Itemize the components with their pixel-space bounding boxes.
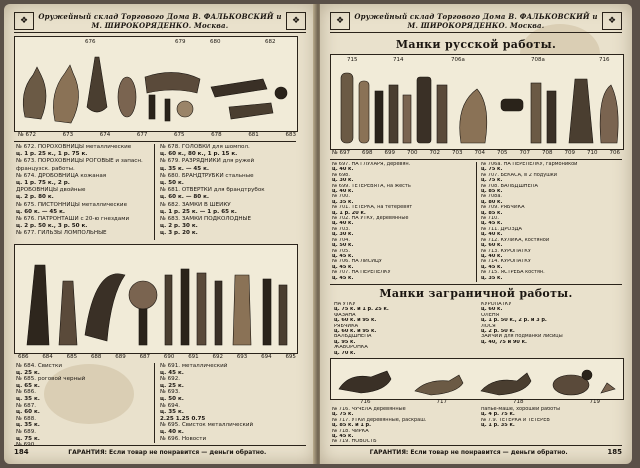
item-number-row xyxy=(332,150,620,156)
price-line: ц. 45 к. xyxy=(332,264,354,270)
guarantee-note: ГАРАНТИЯ: Если товар не понравится — деньги обратно. xyxy=(369,448,568,456)
price-line: ц. 2 р. 50 к., 3 р. 50 к. xyxy=(16,223,88,230)
catalog-line: № 712. КУЛИКА, костяной xyxy=(481,237,550,243)
catalog-line: № 695. Свисток металлический xyxy=(160,422,254,429)
item-number: 708 xyxy=(541,150,553,156)
left-header xyxy=(14,10,306,33)
item-number: 710 xyxy=(586,150,598,156)
catalog-line: ЗАЙЧИЙ для подманки лисицы xyxy=(481,334,563,340)
price-line: ц. 85 к. xyxy=(481,210,503,216)
catalog-line: № 681. ОТВЕРТКИ для брандтрубок xyxy=(160,187,265,194)
price-line: ц. 45 к. xyxy=(481,264,503,270)
foreign-column-right xyxy=(481,302,622,345)
price-line: ц. 40, 75 и 90 к. xyxy=(481,339,527,345)
price-line: ц. 25 к. xyxy=(16,369,40,376)
item-number: 693 xyxy=(236,354,248,360)
catalog-line: № 707. БЕКАСА, в 2 подушки xyxy=(481,172,558,178)
illus-label: 716 xyxy=(599,57,610,63)
catalog-line: ЛОСЯ xyxy=(481,323,496,329)
bird-calls-drawing xyxy=(331,55,623,149)
item-number: 674 xyxy=(99,132,111,138)
price-line: ц. 1 р. 35 к. xyxy=(481,423,515,429)
catalog-line: № 674. ДРОБОВНИЦА кожаная xyxy=(16,172,107,179)
page-number: 184 xyxy=(14,448,29,456)
catalog-line: № 679. РАЗРЯДНИКИ для ружей xyxy=(160,158,255,165)
whistles-drawing xyxy=(15,245,297,353)
catalog-line: № 694. xyxy=(160,402,181,409)
catalog-line: № 677. ГИЛЬЗЫ ЛОМПОЛЬНЫЕ xyxy=(16,230,107,237)
catalog-line: ФАЗАНА xyxy=(334,312,356,318)
section-title-russian: Манки русской работы. xyxy=(395,38,557,51)
item-number: 694 xyxy=(261,354,272,360)
foreign-column-left xyxy=(334,302,474,356)
catalog-line: № 713. КУРОПАТКУ xyxy=(481,248,531,254)
price-line: ц. 75 к. xyxy=(481,178,503,184)
catalog-line: № 673. ПОРОХОВНИЦЫ РОГОВЫЕ и запасн. xyxy=(16,158,143,165)
price-line: ц. 3 р. 20 к. xyxy=(160,230,198,237)
catalog-line: № 714. КУРОПАТКУ xyxy=(481,259,531,265)
catalog-line: № 683. ЗАМКИ ПОДКОЛОДНЫЕ xyxy=(160,216,252,223)
price-line: ц. 1 р. 25 к. — 1 р. 65 к. xyxy=(160,208,237,215)
column-divider xyxy=(476,162,477,282)
catalog-line: № 686. xyxy=(16,389,37,396)
price-line: ц. 40 к. xyxy=(160,428,184,435)
column-divider xyxy=(154,363,155,443)
item-number: 678 xyxy=(211,132,222,138)
guarantee-note: ГАРАНТИЯ: Если товар не понравится — деньги обратно. xyxy=(68,448,267,456)
illus-label: 679 xyxy=(175,39,186,45)
price-line: ц. 35 к. xyxy=(332,199,354,205)
price-line: ц. 1 р. 20 к. xyxy=(332,210,366,216)
catalog-line: № 710. xyxy=(481,216,499,222)
russian-decoys-illustration xyxy=(330,54,624,150)
price-line: ц. 40 к. xyxy=(332,189,354,195)
catalog-line: № 7.9. ТЕТЕРКА и ТЕТЕРЕВ xyxy=(481,417,550,423)
price-line: ц. 75 к. xyxy=(481,167,503,173)
illus-label: 708a xyxy=(531,57,545,63)
item-number: 689 xyxy=(115,354,126,360)
catalog-line: ДРОБОВНИЦЫ двойные xyxy=(16,187,86,194)
catalog-line: № 687. xyxy=(16,402,37,409)
price-line: ц. 80 к. xyxy=(481,199,503,205)
price-line: ц. 60 к. и 95 к. xyxy=(334,318,377,324)
price-line: ц. 35 к. xyxy=(16,395,40,402)
left-bottom-column-2 xyxy=(160,363,296,442)
section-title-foreign: Манки заграничной работы. xyxy=(379,287,573,300)
price-line: ц. 2 р. 50 к. xyxy=(481,329,515,335)
price-line: ц. 65 к. xyxy=(16,382,40,389)
column-divider xyxy=(154,144,155,240)
decoys-illustration xyxy=(330,358,624,400)
item-number: 709 xyxy=(564,150,575,156)
price-line: ц. 35 к. xyxy=(16,422,40,429)
catalog-line: № 685. роговой черный xyxy=(16,376,86,383)
illus-label: 680 xyxy=(210,39,221,45)
illus-label: 682 xyxy=(265,39,276,45)
catalog-line: № 708а. xyxy=(481,194,502,200)
item-number: 684 xyxy=(42,354,53,360)
left-page xyxy=(4,4,316,464)
catalog-line: № 706а. НА ПЕРЕПЕЛКУ, гармоникой xyxy=(481,162,578,167)
price-line: ц. 60 к. xyxy=(16,409,40,416)
catalog-line: № 682. ЗАМКИ В ШЕЙКУ xyxy=(160,201,231,208)
item-number: 690 xyxy=(163,354,175,360)
price-line: ц. 60 к. xyxy=(481,307,503,313)
whistle-number-row xyxy=(18,354,296,360)
catalog-line: № 705. xyxy=(332,248,350,254)
item-number: 706 xyxy=(609,150,620,156)
price-line: ц. 60 к. xyxy=(481,243,503,249)
price-line: ц. 1 р. 75 к., 2 р. xyxy=(16,180,70,187)
catalog-line: ОЛЕНЯ xyxy=(481,312,500,318)
item-number: 705 xyxy=(496,150,508,156)
item-number: 707 xyxy=(519,150,530,156)
catalog-line: № 697. НА ГЛУХАРЯ, деревян. xyxy=(332,162,411,167)
item-number: 700 xyxy=(406,150,418,156)
price-line: ц. 60 к. — 45 к. xyxy=(16,208,66,215)
price-line: ц. 45 к. xyxy=(481,221,503,227)
item-number: 686 xyxy=(18,354,29,360)
price-line: ц. 70 к. xyxy=(334,350,356,356)
item-number: 704 xyxy=(474,150,485,156)
price-line: ц. 75 к. xyxy=(332,412,354,418)
catalog-line: № 699. ТЕТЕРЕВЯТА, на жесть xyxy=(332,183,411,189)
catalog-line: № 702. НА УТКУ, деревянные xyxy=(332,216,409,222)
price-line: ц. 45 к. xyxy=(332,275,354,281)
catalog-line: № 719. НОВОСТЬ xyxy=(332,439,377,445)
item-number: 685 xyxy=(66,354,78,360)
item-number: 718 xyxy=(513,399,524,405)
catalog-line: № 701. ТЕТЕРКА, на тетеревят xyxy=(332,205,413,211)
item-number: 699 xyxy=(384,150,395,156)
price-line: ц. 60 к. и 95 к. xyxy=(334,329,377,335)
item-number: 677 xyxy=(136,132,148,138)
price-line: ц. 40 к. xyxy=(332,221,354,227)
item-number: 692 xyxy=(212,354,223,360)
price-line: ц. 85 к. xyxy=(481,189,503,195)
crest-icon: ❖ xyxy=(602,12,622,30)
catalog-line: № 696. Новости xyxy=(160,435,207,442)
price-line: ц. 35 к. — 45 к. xyxy=(160,165,210,172)
price-line: ц. 45 к. xyxy=(160,369,184,376)
illus-label: 715 xyxy=(347,57,358,63)
item-number: 681 xyxy=(248,132,259,138)
left-footer xyxy=(14,445,306,458)
catalog-line: № 716. ЧУЧЕЛА деревянные xyxy=(332,407,406,412)
price-line: ц. 2 р. 30 к. xyxy=(160,223,198,230)
price-line: ц. 50 к. xyxy=(160,180,184,187)
catalog-line: № 684. Свистки xyxy=(16,363,63,369)
price-line: ц. 25 к. xyxy=(160,382,184,389)
item-number-row xyxy=(18,132,296,138)
item-number: 717 xyxy=(436,399,447,405)
catalog-line: № 675. ПИСТОННИЦЫ металлические xyxy=(16,201,128,208)
price-line: ц. 60 к., 80 к., 1 р. 15 к. xyxy=(160,151,238,158)
price-line: ц. 40 к. xyxy=(481,253,503,259)
catalog-line: ВАЛЬДШНЕПА xyxy=(334,334,372,340)
price-line: ц. 45 к. xyxy=(332,434,354,440)
price-line: ц. 35 к. xyxy=(160,409,184,416)
illus-label: 706a xyxy=(451,57,465,63)
price-line: ц. 1 р. 25 к., 1 р. 75 к. xyxy=(16,151,88,158)
illus-label: 714 xyxy=(393,57,404,63)
catalog-line: № 690. xyxy=(16,442,37,449)
left-header-text: Оружейный склад Торгового Дома В. ФАЛЬКОВСКИЙ и М. ШИРОКОРЯДЕНКО. Москва. xyxy=(38,12,282,30)
catalog-line: НА УТКУ xyxy=(334,302,356,307)
price-line: ц. 45 к. xyxy=(332,253,354,259)
item-number: 698 xyxy=(361,150,373,156)
price-line: ц. 95 к. xyxy=(334,339,356,345)
catalog-line: французск. работы. xyxy=(16,165,75,172)
price-line: ц. 75 к. и 1 р. 25 к. xyxy=(334,307,389,313)
price-line: 2.25 1.25 0.75 xyxy=(160,415,206,422)
catalog-line: № 680. БРАНДТРУБКИ стальные xyxy=(160,172,254,179)
left-bottom-column-1 xyxy=(16,363,150,449)
catalog-line: № 688. xyxy=(16,415,37,422)
catalog-line: № 678. ГОЛОВКИ для шомпол. xyxy=(160,144,250,150)
right-page xyxy=(320,4,632,464)
left-text-column-1 xyxy=(16,144,150,238)
price-line: ц. 30 к. xyxy=(332,232,354,238)
item-number: № 672 xyxy=(18,132,36,138)
item-number: № 697 xyxy=(332,150,350,156)
right-bottom-column-2 xyxy=(481,407,622,429)
powder-flasks-drawing xyxy=(15,37,297,131)
page-number: 185 xyxy=(607,448,622,456)
right-text-column-a xyxy=(332,162,472,281)
item-number: 675 xyxy=(174,132,185,138)
catalog-line: № 704. xyxy=(332,237,350,243)
divider xyxy=(14,141,296,142)
item-number: 691 xyxy=(188,354,199,360)
catalog-line: РЯБЧИКА xyxy=(334,323,359,329)
catalog-line: № 711. ДРОЗДА xyxy=(481,226,522,232)
crest-icon: ❖ xyxy=(14,12,34,30)
price-line: ц. 40 к. xyxy=(481,232,503,238)
catalog-line: № 715. ЯСТРЕБА костян. xyxy=(481,270,545,276)
catalog-line: № 692. xyxy=(160,376,181,383)
item-number: 716 xyxy=(360,399,371,405)
item-number: 683 xyxy=(285,132,296,138)
price-line: ц. 35 к. xyxy=(481,275,503,281)
item-number: 719 xyxy=(589,399,600,405)
right-header-text: Оружейный склад Торгового Дома В. ФАЛЬКОВСКИЙ и М. ШИРОКОРЯДЕНКО. Москва. xyxy=(354,12,598,30)
catalog-line: ЖАВОРОНКА xyxy=(334,345,368,351)
catalog-line: № 706. НА ЛИСИЦУ xyxy=(332,259,382,265)
illus-label: 676 xyxy=(85,39,96,45)
price-line: ц. 50 к. xyxy=(332,243,354,249)
right-footer xyxy=(330,445,622,458)
catalog-line: № 707. НА ПЕРЕПЕЛКУ xyxy=(332,270,391,276)
catalog-line: № 698. xyxy=(332,172,350,178)
left-text-column-2 xyxy=(160,144,296,238)
catalog-line: № 672. ПОРОХОВНИЦЫ металлические xyxy=(16,144,132,150)
right-bottom-column-1 xyxy=(332,407,472,445)
catalog-line: КУРОПАТКУ xyxy=(481,302,512,307)
catalog-line: папье-маше, хорошей работы xyxy=(481,407,561,412)
catalog-line: № 693. xyxy=(160,389,181,396)
right-header xyxy=(330,10,622,33)
catalog-line: № 689. xyxy=(16,428,37,435)
item-number: 703 xyxy=(451,150,463,156)
left-top-illustration xyxy=(14,36,298,132)
item-number: 695 xyxy=(285,354,296,360)
decoy-number-row xyxy=(360,399,600,405)
item-number: 673 xyxy=(62,132,74,138)
duck-decoys-drawing xyxy=(331,359,623,399)
crest-icon: ❖ xyxy=(330,12,350,30)
price-line: ц. 50 к. xyxy=(160,395,184,402)
item-number: 702 xyxy=(429,150,440,156)
catalog-line: № 708. ВАЛЬДШНЕПА xyxy=(481,183,538,189)
price-line: ц. 75 к. xyxy=(16,435,40,442)
catalog-line: № 717. УТКИ деревянные, раскраш. xyxy=(332,417,427,423)
price-line: ц. 4 р. 75 к. xyxy=(481,412,515,418)
right-text-column-b xyxy=(481,162,622,281)
price-line: ц. 40 к. xyxy=(332,167,354,173)
price-line: ц. 85 к. и 1 р. xyxy=(332,423,372,429)
catalog-line: № 691. металлический xyxy=(160,363,228,369)
divider xyxy=(330,284,622,285)
catalog-line: № 700. xyxy=(332,194,350,200)
catalog-line: № 709. РЯБЧИКА xyxy=(481,205,525,211)
crest-icon: ❖ xyxy=(286,12,306,30)
whistles-illustration xyxy=(14,244,298,354)
catalog-spread xyxy=(4,4,634,464)
price-line: ц. 60 к. — 80 к. xyxy=(160,194,210,201)
divider xyxy=(330,159,622,160)
catalog-line: № 703. xyxy=(332,226,350,232)
price-line: ц. 2 р. 80 к. xyxy=(16,194,54,201)
price-line: ц. 30 к. xyxy=(332,178,354,184)
item-number: 688 xyxy=(90,354,102,360)
item-number: 687 xyxy=(139,354,151,360)
price-line: ц. 1 р. 50 к., 2 р. и 3 р. xyxy=(481,318,547,324)
catalog-line: № 676. ПАТРОНТАШИ с 20-ю гнездами xyxy=(16,216,130,223)
catalog-line: № 718. ЧИРКА xyxy=(332,428,369,434)
